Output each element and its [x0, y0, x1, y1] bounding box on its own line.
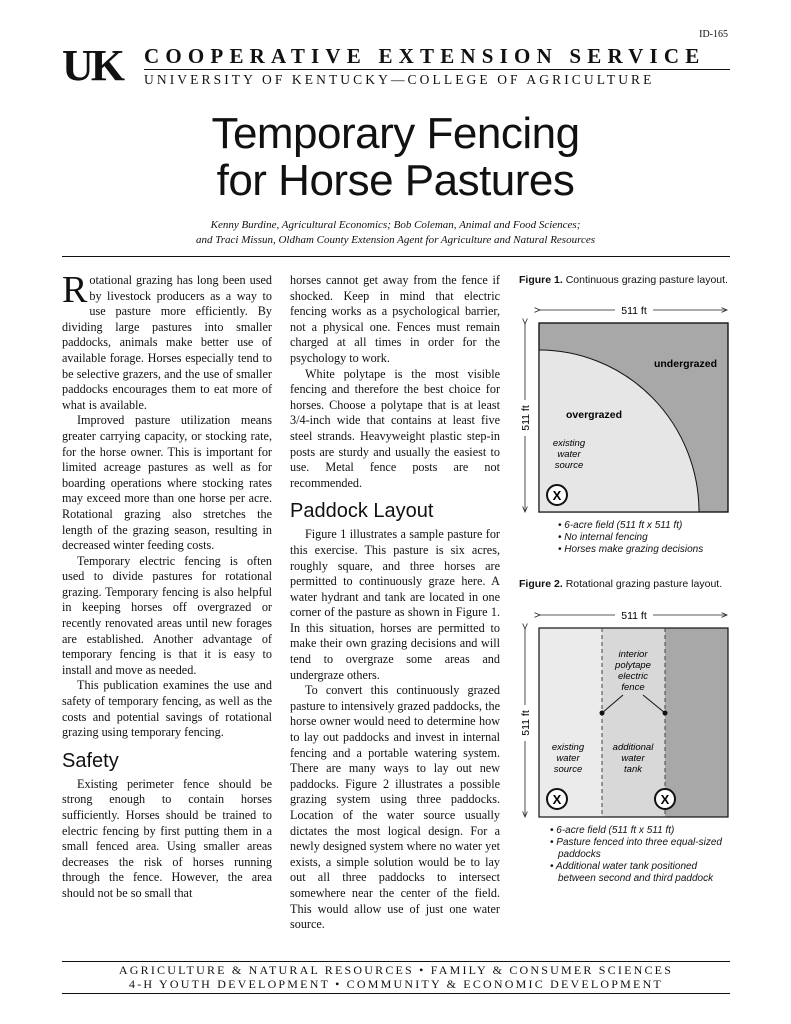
fig2-width-label: 511 ft	[621, 610, 647, 622]
masthead	[62, 42, 730, 92]
fig2-tank-label-2: water	[621, 753, 645, 764]
document-id: ID-165	[699, 29, 728, 40]
figure-1-caption-text: Continuous grazing pasture layout.	[565, 274, 728, 286]
column-1	[62, 269, 272, 902]
section-heading-safety: Safety	[62, 749, 119, 772]
fig1-water-label-3: source	[554, 460, 584, 471]
page-title	[0, 110, 791, 204]
paragraph: Temporary electric fencing is often used to divide pastures for rotational grazing. Temporary fencing is also helpful in keeping horses off overgrazed or recently renovated areas until new forages are established. Another advantage of temporary fencing is that it is easy to install and move as needed.	[62, 553, 272, 677]
header-rule	[62, 256, 730, 257]
paragraph: To convert this continuously grazed pasture to intensively grazed paddocks, the horse owner would need to determine how to lay out paddocks and invest in internal fencing and a portable watering system. There are many ways to lay out new paddocks. Figure 2 illustrates a possible grazing system using three paddocks. Location of the water source usually dictates the most logical design. For a newly designed system where no water yet exists, a simple solution would be to lay out all three paddocks to intersect somewhere near the center of the field. This would allow use of just one water source.	[290, 683, 500, 932]
figure-2-bullets	[548, 825, 736, 885]
list-item: • Additional water tank positioned between second and third paddock	[548, 861, 736, 885]
fig1-water-marker-x: X	[552, 488, 562, 503]
list-item: • 6-acre field (511 ft x 511 ft)	[548, 825, 736, 837]
figure-2-label: Figure 2.	[519, 578, 563, 590]
figure-2-diagram	[515, 605, 740, 823]
authors	[0, 218, 791, 248]
figure-2-caption-text: Rotational grazing pasture layout.	[565, 578, 723, 590]
org-name: COOPERATIVE EXTENSION SERVICE	[144, 44, 706, 68]
fig2-water-label-2: water	[556, 753, 580, 764]
masthead-rule	[144, 69, 730, 70]
figure-1-label: Figure 1.	[519, 274, 563, 286]
fig2-fence-label-2: polytape	[615, 660, 651, 671]
intro-paragraph	[62, 269, 272, 413]
fig2-paddock-1	[539, 628, 602, 817]
authors-line-2: and Traci Missun, Oldham County Extension Agent for Agriculture and Natural Resources	[195, 234, 596, 246]
fig1-width-label: 511 ft	[621, 305, 647, 317]
footer-line-2: 4-H YOUTH DEVELOPMENT • COMMUNITY & ECONOMIC DEVELOPMENT	[129, 977, 663, 991]
figure-1-bullets	[556, 520, 736, 556]
footer-line-1: AGRICULTURE & NATURAL RESOURCES • FAMILY & CONSUMER SCIENCES	[118, 963, 674, 977]
fig1-water-label-2: water	[557, 449, 581, 460]
fig2-tank-marker-x: X	[660, 792, 670, 807]
fig2-water-marker-x: X	[552, 792, 562, 807]
paragraph: White polytape is the most visible fencing and therefore the best choice for horses. Choose a polytape that is at least 3/4-inch wide that contains at least five steel strands. Heavyweight plastic step-in posts are sturdy and usually the easiest to use. Metal fence posts are not recommended.	[290, 366, 500, 490]
section-heading-paddock-layout: Paddock Layout	[290, 500, 434, 523]
paragraph: horses cannot get away from the fence if shocked. Keep in mind that electric fencing works as a psychological barrier, not a physical one. Fences must remain charged at all times in order for the psychology to work.	[290, 273, 500, 365]
title-line-2: for Horse Pastures	[216, 156, 575, 205]
fig2-fence-label-1: interior	[618, 649, 648, 660]
fig2-height-label: 511 ft	[520, 710, 532, 736]
column-2	[290, 273, 500, 933]
fig2-paddock-3	[665, 628, 728, 817]
paragraph: Improved pasture utilization means greater carrying capacity, or stocking rate, for the horse owner. This is important for limited acreage pastures as well as for boarding operations where stocking rates may exceed more than one horse per acre. Rotational grazing also stretches the length of the grazing season, resulting in decreased winter feeding costs.	[62, 413, 272, 553]
footer	[62, 963, 730, 991]
fig2-water-label-3: source	[553, 764, 583, 775]
fig1-water-label-1: existing	[552, 438, 586, 449]
uk-logo-text: UK	[62, 41, 122, 90]
uk-logo	[62, 41, 122, 90]
footer-rule-bottom	[62, 993, 730, 994]
list-item: • No internal fencing	[556, 532, 736, 544]
drop-cap: R	[62, 269, 88, 311]
intro-text: otational grazing has long been used by livestock producers as a way to use pasture more efficiently. By dividing large pastures into smaller paddocks, animals make better use of available forage. Horses especially tend to be selective grazers, and the use of smaller paddocks encourages them to eat more of what is available.	[62, 273, 272, 412]
fig1-overgrazed-label: overgrazed	[565, 409, 623, 421]
list-item: • 6-acre field (511 ft x 511 ft)	[556, 520, 736, 532]
paragraph: Existing perimeter fence should be strong enough to contain horses sufficiently. Horses should be trained to electric fencing by first putting them in a small fenced area. Using smaller areas decreases the risk of horses running through the fence. However, the area should not be so small that	[62, 776, 272, 900]
figure-1-caption	[519, 274, 739, 287]
list-item: • Pasture fenced into three equal-sized paddocks	[548, 837, 736, 861]
title-line-1: Temporary Fencing	[211, 109, 580, 158]
fig1-height-label: 511 ft	[520, 405, 532, 431]
fig2-tank-label-1: additional	[612, 742, 654, 753]
university-name: UNIVERSITY OF KENTUCKY—COLLEGE OF AGRICULTURE	[144, 72, 655, 87]
paragraph: This publication examines the use and safety of temporary fencing, as well as the costs and potential savings of rotational grazing using temporary fencing.	[62, 678, 272, 740]
fig2-fence-label-4: fence	[621, 682, 645, 693]
figure-2-caption	[519, 578, 739, 591]
paragraph: Figure 1 illustrates a sample pasture for this exercise. This pasture is six acres, roughly square, and three horses are permitted to continuously graze here. A water hydrant and tank are located in one corner of the pasture as shown in Figure 1. In this situation, horses are permitted to make their own grazing decisions and will tend to overgraze some areas and undergraze others.	[290, 527, 500, 682]
fig2-water-label-1: existing	[551, 742, 585, 753]
authors-line-1: Kenny Burdine, Agricultural Economics; Bob Coleman, Animal and Food Sciences;	[210, 219, 581, 231]
fig2-tank-label-3: tank	[624, 764, 642, 775]
list-item: • Horses make grazing decisions	[556, 544, 736, 556]
figure-1-diagram	[515, 300, 740, 518]
fig2-fence-label-3: electric	[617, 671, 649, 682]
fig1-undergrazed-label: undergrazed	[653, 358, 717, 370]
footer-rule-top	[62, 961, 730, 962]
